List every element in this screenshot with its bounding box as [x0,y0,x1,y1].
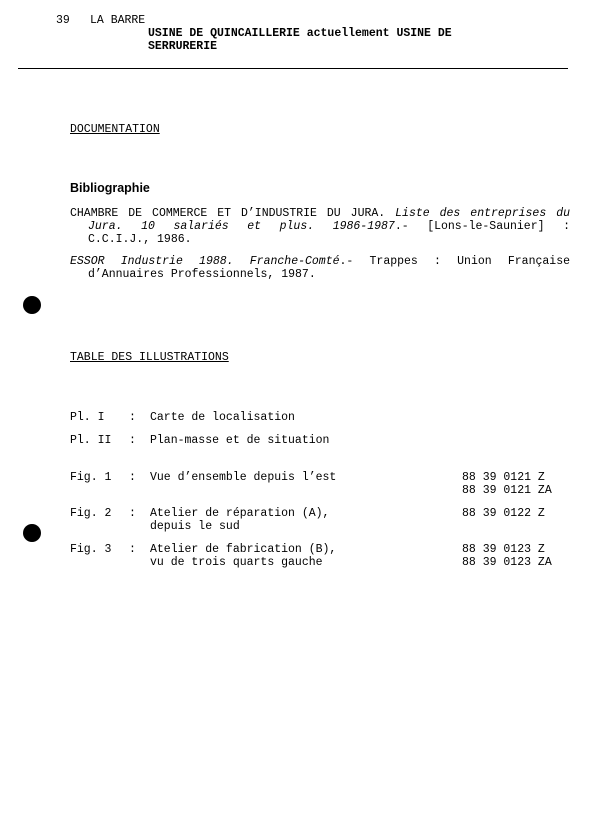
bibliography-heading: Bibliographie [70,181,150,195]
illustration-photo-code: 88 39 0122 Z [462,507,545,520]
illustration-separator: : [129,411,136,424]
illustration-ref: Pl. II [70,434,112,447]
bibliography-entry-1-line-2: Jura. 10 salariés et plus. 1986-1987.- [Lons-le-Saunier] : [88,220,570,233]
illustration-photo-code: 88 39 0121 Z [462,471,545,484]
bibliography-entry-1-line-3: C.C.I.J., 1986. [88,233,192,246]
illustrations-heading: TABLE DES ILLUSTRATIONS [70,351,229,364]
illustration-description: Atelier de réparation (A), [150,507,330,520]
illustration-description: Plan-masse et de situation [150,434,330,447]
bibliography-entry-2 [70,255,570,281]
illustration-ref: Fig. 1 [70,471,112,484]
illustration-photo-code: 88 39 0123 Z [462,543,545,556]
page-number: 39 [56,14,70,27]
punch-hole-top [23,296,41,314]
illustration-ref: Fig. 3 [70,543,112,556]
bibliography-entry-2-line-2: d’Annuaires Professionnels, 1987. [88,268,316,281]
header-divider [18,68,568,69]
illustration-separator: : [129,507,136,520]
document-title-line-2: SERRURERIE [148,40,218,53]
illustration-separator: : [129,543,136,556]
bibliography-entry-1-line-1: CHAMBRE DE COMMERCE ET D’INDUSTRIE DU JURA. Liste des entreprises du [70,207,570,220]
bibliography-entry-1 [70,207,570,246]
documentation-heading: DOCUMENTATION [70,123,160,136]
illustration-separator: : [129,471,136,484]
illustration-description: Atelier de fabrication (B), [150,543,337,556]
illustration-photo-code-secondary: 88 39 0123 ZA [462,556,552,569]
illustration-description-continued: vu de trois quarts gauche [150,556,323,569]
illustration-description: Vue d’ensemble depuis l’est [150,471,337,484]
bibliography-entry-2-line-1: ESSOR Industrie 1988. Franche-Comté.- Trappes : Union Française [70,255,570,268]
illustration-ref: Pl. I [70,411,105,424]
illustration-description-continued: depuis le sud [150,520,240,533]
place-name: LA BARRE [90,14,146,27]
illustration-photo-code-secondary: 88 39 0121 ZA [462,484,552,497]
punch-hole-bottom [23,524,41,542]
document-title-line-1: USINE DE QUINCAILLERIE actuellement USINE DE [148,27,452,40]
illustration-ref: Fig. 2 [70,507,112,520]
illustration-description: Carte de localisation [150,411,295,424]
illustration-separator: : [129,434,136,447]
